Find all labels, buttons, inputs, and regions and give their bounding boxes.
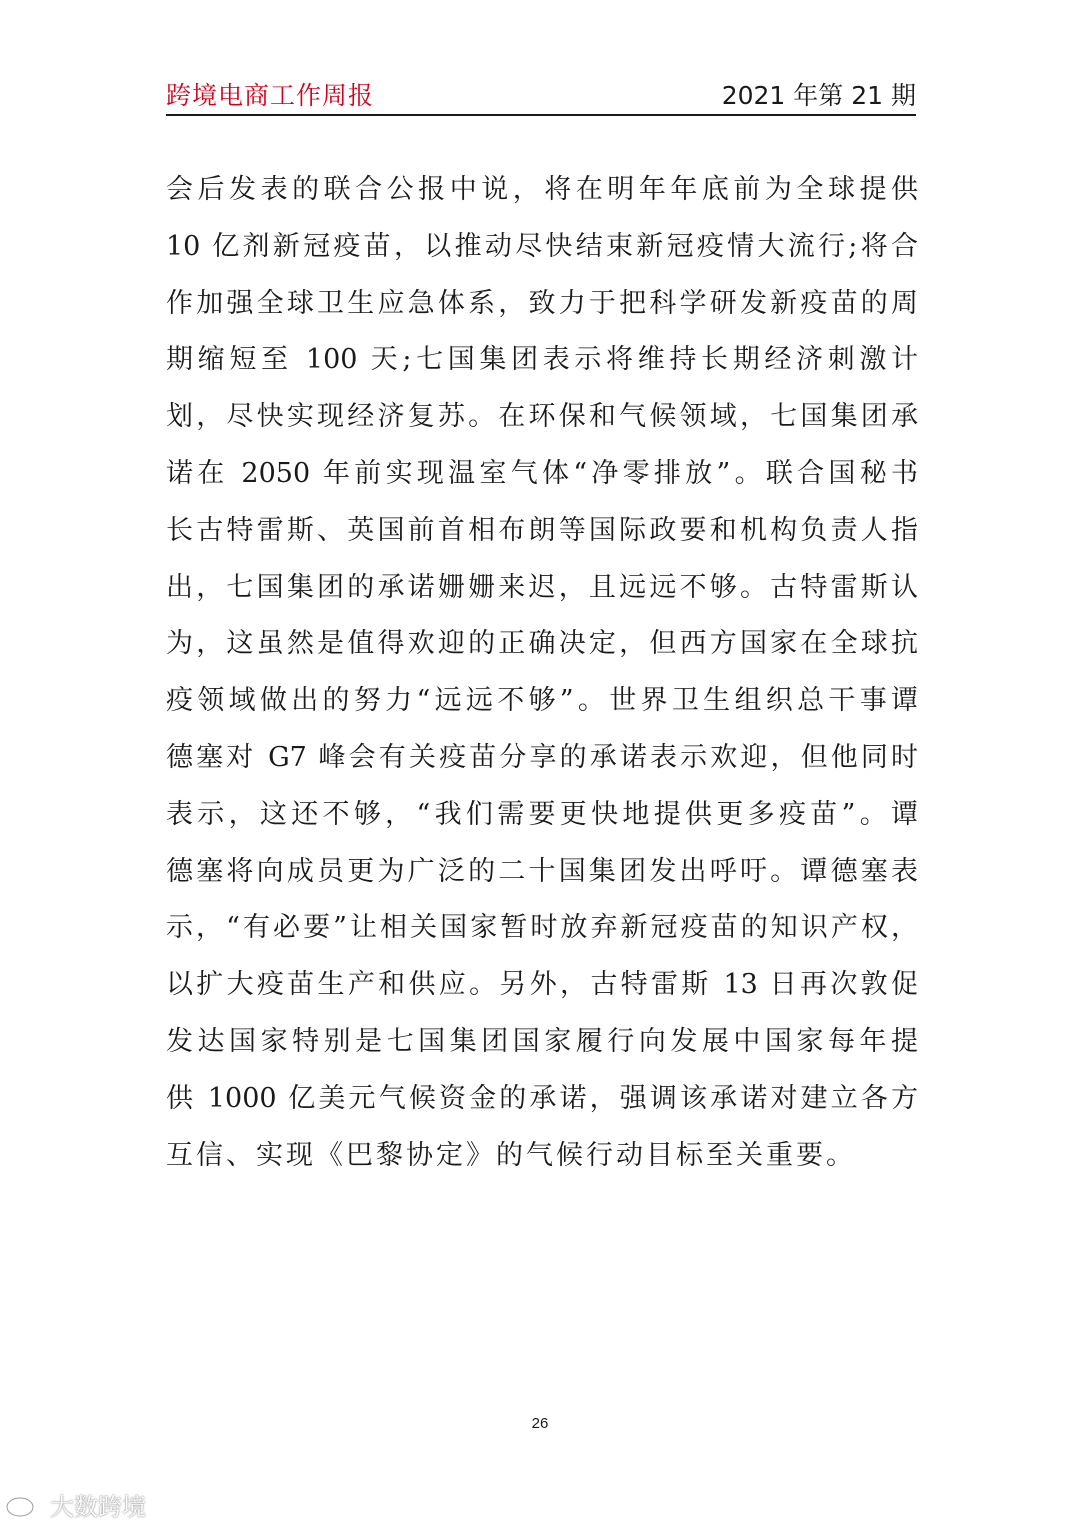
page-number: 26 [531, 1415, 549, 1432]
body-line: 示，“有必要”让相关国家暂时放弃新冠疫苗的知识产权， [166, 912, 918, 944]
body-line: 会后发表的联合公报中说，将在明年年底前为全球提供 [166, 174, 918, 205]
body-line: 表示，这还不够，“我们需要更快地提供更多疫苗”。谭 [166, 798, 918, 830]
body-line: 互信、实现《巴黎协定》的气候行动目标至关重要。 [166, 1139, 856, 1171]
body-line: 为，这虽然是值得欢迎的正确决定，但西方国家在全球抗 [166, 628, 918, 660]
body-line: 德塞将向成员更为广泛的二十国集团发出呼吁。谭德塞表 [166, 855, 918, 887]
watermark-text: 大数跨境 [50, 1492, 146, 1521]
publication-title: 跨境电商工作周报 [166, 81, 375, 110]
body-line: 长古特雷斯、英国前首相布朗等国际政要和机构负责人指 [166, 514, 918, 546]
body-line: 发达国家特别是七国集团国家履行向发展中国家每年提 [166, 1025, 918, 1057]
issue-number: 2021 年第 21 期 [721, 81, 916, 110]
body-line: 作加强全球卫生应急体系，致力于把科学研发新疫苗的周 [166, 287, 918, 319]
body-line: 以扩大疫苗生产和供应。另外，古特雷斯 13 日再次敦促 [166, 969, 918, 1001]
body-line: 诺在 2050 年前实现温室气体“净零排放”。联合国秘书 [166, 457, 918, 489]
body-line: 期缩短至 100 天;七国集团表示将维持长期经济刺激计 [166, 344, 918, 376]
body-line: 疫领域做出的努力“远远不够”。世界卫生组织总干事谭 [166, 685, 918, 717]
body-line: 划，尽快实现经济复苏。在环保和气候领域，七国集团承 [166, 401, 918, 433]
article-body [166, 162, 918, 1184]
body-line: 供 1000 亿美元气候资金的承诺，强调该承诺对建立各方 [166, 1082, 918, 1114]
weibo-style-logo-icon [4, 1489, 44, 1519]
body-line: 德塞对 G7 峰会有关疫苗分享的承诺表示欢迎，但他同时 [166, 741, 918, 773]
body-line: 出，七国集团的承诺姗姗来迟，且远远不够。古特雷斯认 [166, 571, 918, 603]
page-header [166, 74, 916, 116]
body-line: 10 亿剂新冠疫苗，以推动尽快结束新冠疫情大流行;将合 [166, 230, 918, 262]
watermark [4, 1487, 146, 1521]
